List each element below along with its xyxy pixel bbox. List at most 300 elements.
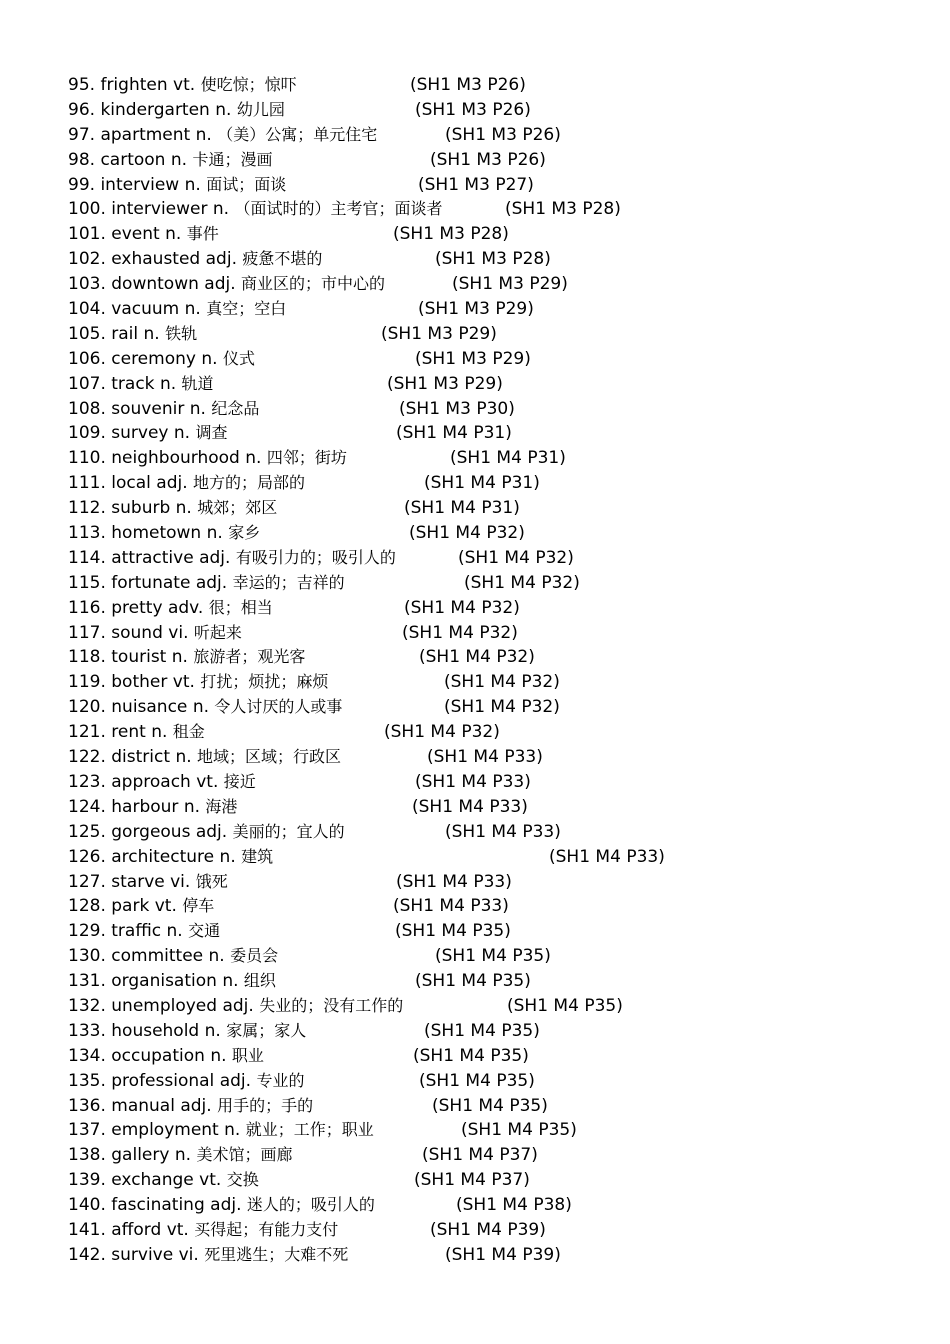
entry-reference: (SH1 M4 P39) [430,1219,546,1240]
entry-part-of-speech: n. [206,523,223,544]
entry-number: 123. [68,771,106,792]
vocab-term [68,747,341,767]
vocab-entry [68,1094,928,1119]
entry-reference: (SH1 M3 P28) [435,249,551,270]
entry-word: architecture [111,846,215,867]
entry-reference: (SH1 M4 P35) [395,921,511,942]
entry-meaning: 有吸引力的；吸引人的 [235,547,396,567]
entry-word: interview [100,174,180,195]
entry-part-of-speech: n. [151,722,168,743]
entry-word: rail [111,323,139,344]
entry-word: survey [111,423,169,444]
entry-meaning: 地域；区域；行政区 [197,747,342,767]
entry-reference: (SH1 M3 P28) [393,224,509,245]
entry-word: frighten [100,75,168,95]
entry-number: 112. [68,498,106,519]
entry-number: 129. [68,921,106,942]
entry-part-of-speech: n. [212,199,230,220]
vocab-entry [68,496,928,521]
entry-part-of-speech: n. [222,971,239,992]
entry-reference: (SH1 M4 P33) [549,846,665,867]
vocab-entry [68,446,928,471]
vocab-term [68,498,277,518]
entry-word: manual [111,1095,175,1116]
entry-number: 140. [68,1195,106,1216]
entry-word: local [111,473,151,494]
entry-number: 103. [68,274,106,295]
entry-reference: (SH1 M4 P33) [412,796,528,817]
entry-reference: (SH1 M4 P33) [396,871,512,892]
entry-word: district [111,747,171,768]
entry-meaning: 调查 [195,423,228,443]
vocab-entry [68,894,928,919]
entry-word: gorgeous [111,821,191,842]
vocab-entry [68,1243,928,1268]
entry-meaning: 职业 [231,1045,264,1065]
entry-word: professional [111,1070,215,1091]
entry-reference: (SH1 M3 P26) [445,124,561,145]
entry-meaning: 旅游者；观光客 [193,647,306,667]
entry-meaning: 幼儿园 [236,99,285,119]
entry-meaning: 建筑 [241,846,274,866]
entry-reference: (SH1 M4 P38) [456,1195,572,1216]
vocab-term [68,822,345,842]
vocab-entry [68,820,928,845]
entry-number: 141. [68,1219,106,1240]
entry-part-of-speech: n. [219,846,236,867]
entry-reference: (SH1 M4 P37) [422,1145,538,1166]
entry-part-of-speech: adv. [167,597,204,618]
entry-meaning: 用手的；手的 [217,1095,314,1115]
entry-reference: (SH1 M3 P29) [381,323,497,344]
entry-reference: (SH1 M4 P32) [444,672,560,693]
vocab-entry [68,621,928,646]
entry-reference: (SH1 M3 P26) [415,99,531,120]
entry-number: 125. [68,821,106,842]
entry-part-of-speech: vi. [178,1244,199,1265]
entry-meaning: （美）公寓；单元住宅 [217,124,378,144]
entry-meaning: 租金 [172,722,205,742]
entry-part-of-speech: n. [215,99,232,120]
vocab-entry [68,1168,928,1193]
entry-reference: (SH1 M4 P33) [393,896,509,917]
vocab-entry [68,845,928,870]
entry-word: survive [111,1244,174,1265]
vocab-entry [68,1069,928,1094]
entry-part-of-speech: vt. [199,1170,222,1191]
vocab-term [68,75,297,95]
entry-word: bother [111,672,168,693]
entry-part-of-speech: vi. [168,622,189,643]
vocab-entry [68,1019,928,1044]
vocab-term [68,722,205,742]
entry-word: household [111,1020,200,1041]
entry-word: event [111,224,160,245]
entry-word: attractive [111,547,194,568]
entry-part-of-speech: vt. [166,1219,189,1240]
entry-meaning: 美术馆；画廊 [196,1145,293,1165]
vocab-term [68,647,305,667]
entry-reference: (SH1 M4 P35) [432,1095,548,1116]
entry-word: sound [111,622,163,643]
entry-part-of-speech: n. [159,373,177,394]
entry-word: track [111,373,155,394]
entry-meaning: 接近 [223,771,256,791]
vocab-term [68,100,285,120]
entry-part-of-speech: adj. [180,1095,212,1116]
entry-part-of-speech: n. [189,398,206,419]
vocab-entry [68,247,928,272]
entry-number: 100. [68,199,106,220]
entry-word: kindergarten [100,99,210,120]
entry-word: cartoon [100,149,166,170]
vocab-term [68,175,286,195]
entry-word: downtown [111,274,199,295]
entry-reference: (SH1 M3 P26) [430,149,546,170]
entry-reference: (SH1 M4 P32) [384,722,500,743]
vocab-entry [68,994,928,1019]
vocab-term [68,1220,338,1240]
entry-number: 124. [68,796,106,817]
entry-meaning: 使吃惊；惊吓 [200,75,297,94]
entry-reference: (SH1 M4 P35) [461,1120,577,1141]
vocab-entry [68,471,928,496]
entry-part-of-speech: n. [174,1145,192,1166]
entry-number: 114. [68,547,106,568]
entry-meaning: 面试；面谈 [206,174,287,194]
entry-meaning: 交换 [226,1170,259,1190]
vocab-term [68,1021,306,1041]
entry-reference: (SH1 M4 P32) [464,572,580,593]
vocab-entry [68,98,928,123]
entry-word: fortunate [111,572,191,593]
vocab-term [68,299,286,319]
entry-number: 113. [68,523,106,544]
entry-part-of-speech: n. [210,1045,227,1066]
vocab-entry [68,1193,928,1218]
entry-meaning: （面试时的）主考官；面谈者 [234,199,443,219]
entry-word: ceremony [111,348,196,369]
vocab-entry [68,870,928,895]
entry-part-of-speech: n. [166,921,183,942]
vocab-term [68,573,345,593]
entry-part-of-speech: n. [170,149,188,170]
entry-part-of-speech: adj. [222,995,254,1016]
entry-word: afford [111,1219,162,1240]
vocab-term [68,1071,304,1091]
entry-meaning: 死里逃生；大难不死 [204,1244,349,1264]
vocab-term [68,523,260,543]
entry-reference: (SH1 M3 P27) [418,174,534,195]
entry-meaning: 仪式 [222,348,255,368]
entry-word: tourist [111,647,167,668]
entry-meaning: 买得起；有能力支付 [194,1219,339,1239]
entry-reference: (SH1 M3 P29) [452,274,568,295]
entry-reference: (SH1 M4 P32) [458,547,574,568]
entry-part-of-speech: n. [143,323,160,344]
vocab-term [68,598,273,618]
entry-word: starve [111,871,165,892]
vocab-entry [68,670,928,695]
vocab-entry [68,745,928,770]
entry-word: fascinating [111,1195,205,1216]
entry-part-of-speech: n. [208,946,225,967]
entry-number: 133. [68,1020,106,1041]
entry-number: 99. [68,174,96,195]
entry-word: rent [111,722,146,743]
vocab-term [68,971,276,991]
entry-reference: (SH1 M4 P35) [419,1070,535,1091]
vocab-term [68,224,219,244]
entry-number: 131. [68,971,106,992]
vocab-entry [68,596,928,621]
entry-meaning: 真空；空白 [206,299,287,319]
vocab-entry [68,944,928,969]
entry-number: 122. [68,747,106,768]
entry-meaning: 卡通；漫画 [192,149,273,169]
entry-part-of-speech: vt. [173,75,196,95]
entry-reference: (SH1 M4 P39) [445,1244,561,1265]
entry-part-of-speech: n. [195,124,212,145]
entry-part-of-speech: n. [165,224,182,245]
entry-meaning: 美丽的；宜人的 [232,821,345,841]
vocab-entry [68,397,928,422]
entry-part-of-speech: n. [224,1120,241,1141]
vocab-entry [68,322,928,347]
entry-word: vacuum [111,299,180,320]
entry-meaning: 事件 [186,224,219,244]
entry-number: 136. [68,1095,106,1116]
entry-part-of-speech: vt. [196,771,219,792]
entry-reference: (SH1 M4 P35) [435,946,551,967]
entry-word: organisation [111,971,217,992]
entry-number: 118. [68,647,106,668]
vocab-term [68,1170,259,1190]
entry-number: 130. [68,946,106,967]
entry-reference: (SH1 M3 P30) [399,398,515,419]
entry-word: interviewer [111,199,208,220]
entry-number: 139. [68,1170,106,1191]
entry-meaning: 饿死 [195,871,228,891]
vocab-term [68,150,272,170]
vocab-term [68,1120,374,1140]
vocab-term [68,548,396,568]
entry-number: 110. [68,448,106,469]
entry-meaning: 海港 [205,796,238,816]
entry-number: 120. [68,697,106,718]
vocab-entry [68,969,928,994]
vocab-entry [68,372,928,397]
entry-meaning: 四邻；街坊 [266,448,347,468]
vocab-entry [68,173,928,198]
entry-meaning: 交通 [188,921,221,941]
entry-reference: (SH1 M4 P35) [415,971,531,992]
vocab-entry [68,645,928,670]
vocab-entry [68,1218,928,1243]
entry-meaning: 听起来 [193,622,242,642]
vocab-entry [68,521,928,546]
entry-reference: (SH1 M4 P33) [427,747,543,768]
entry-meaning: 幸运的；吉祥的 [232,572,345,592]
entry-number: 119. [68,672,106,693]
entry-reference: (SH1 M4 P32) [444,697,560,718]
entry-word: nuisance [111,697,188,718]
entry-reference: (SH1 M4 P31) [450,448,566,469]
vocab-term [68,448,347,468]
entry-reference: (SH1 M3 P29) [415,348,531,369]
entry-reference: (SH1 M3 P26) [410,75,526,95]
vocab-term [68,797,237,817]
vocab-term [68,1096,313,1116]
entry-part-of-speech: n. [171,647,188,668]
vocab-term [68,423,227,443]
vocabulary-list [68,73,928,1268]
entry-reference: (SH1 M4 P32) [419,647,535,668]
vocab-term [68,473,305,493]
entry-number: 104. [68,299,106,320]
entry-part-of-speech: n. [201,348,218,369]
vocab-term [68,199,443,219]
entry-number: 105. [68,323,106,344]
entry-word: suburb [111,498,171,519]
vocab-entry [68,795,928,820]
entry-meaning: 家属；家人 [226,1020,307,1040]
entry-part-of-speech: vt. [154,896,177,917]
entry-meaning: 铁轨 [165,323,198,343]
entry-word: committee [111,946,204,967]
entry-word: traffic [111,921,162,942]
vocab-entry [68,148,928,173]
entry-part-of-speech: adj. [219,1070,252,1091]
entry-word: neighbourhood [111,448,240,469]
entry-number: 142. [68,1244,106,1265]
vocab-term [68,324,197,344]
entry-word: park [111,896,150,917]
entry-part-of-speech: n. [175,747,192,768]
entry-meaning: 委员会 [230,946,279,966]
vocab-entry [68,123,928,148]
entry-number: 98. [68,149,96,170]
entry-meaning: 令人讨厌的人或事 [214,697,343,717]
entry-part-of-speech: adj. [205,249,237,270]
entry-word: approach [111,771,191,792]
vocab-term [68,921,220,941]
entry-meaning: 纪念品 [211,398,260,418]
entry-word: gallery [111,1145,170,1166]
entry-number: 138. [68,1145,106,1166]
entry-part-of-speech: vi. [170,871,191,892]
entry-number: 106. [68,348,106,369]
vocab-term [68,872,228,892]
entry-reference: (SH1 M4 P33) [445,821,561,842]
entry-word: occupation [111,1045,205,1066]
vocab-entry [68,421,928,446]
entry-meaning: 迷人的；吸引人的 [246,1195,375,1215]
entry-number: 97. [68,124,96,145]
entry-part-of-speech: n. [175,498,192,519]
entry-meaning: 就业；工作；职业 [245,1120,374,1140]
vocab-entry [68,770,928,795]
entry-part-of-speech: n. [184,174,201,195]
entry-number: 96. [68,99,96,120]
entry-word: employment [111,1120,219,1141]
entry-reference: (SH1 M3 P29) [418,299,534,320]
vocab-term [68,1145,292,1165]
entry-number: 117. [68,622,106,643]
vocab-term [68,896,214,916]
vocab-term [68,772,256,792]
vocab-entry [68,73,928,98]
entry-number: 101. [68,224,106,245]
entry-meaning: 很；相当 [208,597,273,617]
vocab-term [68,125,377,145]
entry-meaning: 轨道 [181,373,214,393]
vocab-entry [68,347,928,372]
vocab-entry [68,272,928,297]
entry-reference: (SH1 M4 P31) [424,473,540,494]
vocab-entry [68,197,928,222]
entry-number: 132. [68,995,106,1016]
entry-part-of-speech: n. [184,299,201,320]
entry-part-of-speech: adj. [156,473,188,494]
entry-reference: (SH1 M3 P29) [387,373,503,394]
vocab-entry [68,1118,928,1143]
entry-word: pretty [111,597,163,618]
entry-number: 121. [68,722,106,743]
entry-word: souvenir [111,398,185,419]
entry-number: 128. [68,896,106,917]
entry-number: 137. [68,1120,106,1141]
vocab-term [68,996,403,1016]
vocab-term [68,697,342,717]
entry-meaning: 失业的；没有工作的 [259,995,404,1015]
entry-number: 107. [68,373,106,394]
entry-part-of-speech: n. [204,1020,221,1041]
entry-number: 108. [68,398,106,419]
vocab-entry [68,1044,928,1069]
vocab-term [68,1245,348,1265]
entry-word: hometown [111,523,202,544]
vocab-entry [68,222,928,247]
vocab-term [68,672,328,692]
vocab-term [68,847,273,867]
entry-part-of-speech: n. [183,796,200,817]
entry-reference: (SH1 M4 P32) [402,622,518,643]
entry-part-of-speech: adj. [204,274,236,295]
vocab-term [68,1046,264,1066]
entry-number: 116. [68,597,106,618]
entry-part-of-speech: adj. [195,821,228,842]
entry-reference: (SH1 M4 P31) [404,498,520,519]
entry-reference: (SH1 M4 P35) [424,1020,540,1041]
entry-meaning: 停车 [182,896,215,916]
entry-part-of-speech: adj. [195,572,228,593]
entry-reference: (SH1 M4 P35) [413,1045,529,1066]
vocab-entry [68,571,928,596]
entry-word: harbour [111,796,179,817]
entry-reference: (SH1 M4 P32) [409,523,525,544]
entry-reference: (SH1 M4 P31) [396,423,512,444]
entry-meaning: 地方的；局部的 [193,473,306,493]
vocab-term [68,249,322,269]
vocab-entry [68,919,928,944]
entry-number: 134. [68,1045,106,1066]
entry-meaning: 组织 [243,971,276,991]
entry-part-of-speech: n. [192,697,209,718]
vocab-term [68,1195,375,1215]
entry-reference: (SH1 M4 P37) [414,1170,530,1191]
entry-word: unemployed [111,995,218,1016]
